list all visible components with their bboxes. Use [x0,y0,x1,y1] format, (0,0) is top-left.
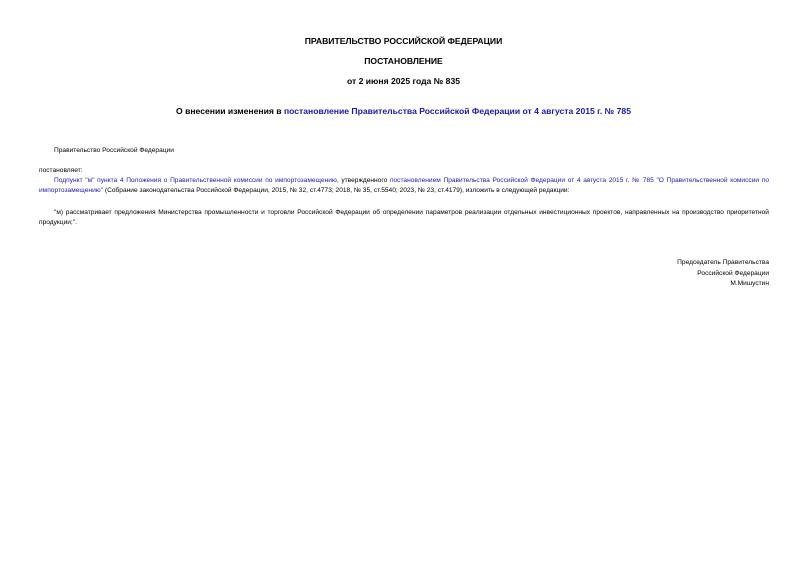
title-prefix: О внесении изменения в [176,106,284,116]
signature-name: М.Мишустин [730,280,769,287]
signature-block [677,258,769,290]
amendment-paragraph [39,176,769,196]
regulation-subpoint-link[interactable]: Подпункт "м" пункта 4 Положения о Правительственной комиссии по импортозамещению [54,177,337,184]
document-title [0,106,807,117]
document-type-heading: ПОСТАНОВЛЕНИЕ [364,56,443,66]
paragraph-text-approved: , утвержденного [336,177,390,184]
government-heading: ПРАВИТЕЛЬСТВО РОССИЙСКОЙ ФЕДЕРАЦИИ [304,36,503,46]
signature-organization: Российской Федерации [697,269,769,277]
paragraph-text-sources: (Собрание законодательства Российской Федерации, 2015, № 32, ст.4773; 2018, № 35, ст.5540; 2023, № 23, ст.4179), изложить в следующей редакции: [103,187,570,194]
title-amended-decree-link[interactable]: постановление Правительства Российской Федерации от 4 августа 2015 г. № 785 [283,106,631,116]
document-date-number: от 2 июня 2025 года № 835 [346,76,461,86]
issuer-text: Правительство Российской Федерации [54,147,174,154]
new-wording-paragraph: "м) рассматривает предложения Министерства промышленности и торговли Российской Федерации об определении параметров реализации отдельных инвестиционных проектов, направленных на производство приоритетной продукции;". [39,209,769,226]
signature-position: Председатель Правительства [677,259,769,266]
decree-785-link[interactable]: постановлением Правительства Российской Федерации от 4 августа 2015 г. № 785 "О Правительственной комиссии по импортозамещению" [39,177,769,194]
decrees-text: постановляет: [39,167,83,174]
